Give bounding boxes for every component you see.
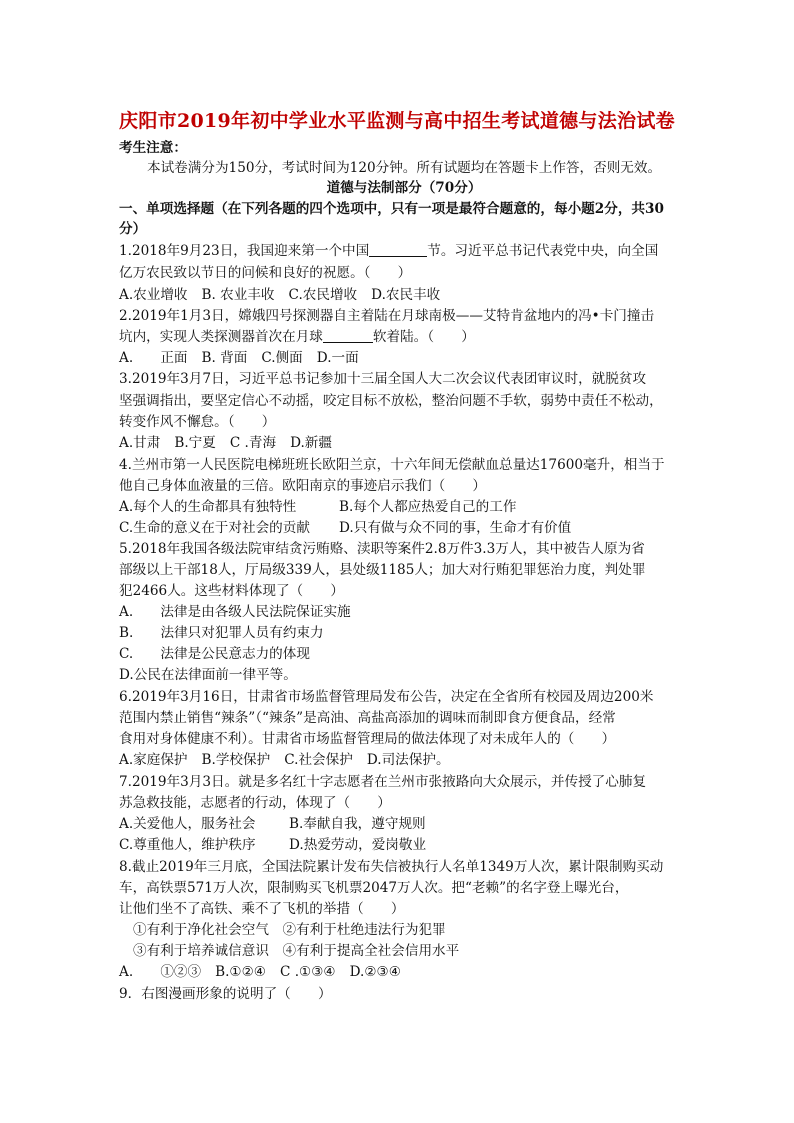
q6-option-a: A.家庭保护: [119, 752, 188, 768]
exam-title: 庆阳市2019年初中学业水平监测与高中招生考试道德与法治试卷: [119, 110, 675, 132]
q2-answer-blank: [323, 328, 373, 343]
q5-option-b: B. 法律只对犯罪人员有约束力: [119, 625, 324, 641]
q8-option-d: D.②③④: [349, 964, 401, 980]
q7-option-d: D.热爱劳动，爱岗敬业: [289, 837, 427, 853]
notice-heading: 考生注意：: [119, 140, 187, 156]
q4-options-row1: [119, 497, 689, 517]
q3-line1: 3.2019年3月7日，习近平总书记参加十三届全国人大二次会议代表团审议时，就脱贫攻: [119, 371, 647, 387]
q1-line1: [119, 241, 689, 261]
q7-option-a: A.关爱他人，服务社会: [119, 816, 256, 832]
q8-line3: 让他们坐不了高铁、乘不了飞机的举措（ ）: [119, 901, 405, 917]
q4-line1: 4.兰州市第一人民医院电梯班班长欧阳兰京，十六年间无偿献血总量达17600毫升，相当于: [119, 457, 665, 473]
q9-line1: 9．右图漫画形象的说明了（ ）: [119, 986, 332, 1002]
q7-line1: 7.2019年3月3日。就是多名红十字志愿者在兰州市张掖路向大众展示，并传授了心肺复: [119, 774, 647, 790]
q3-option-c: C .青海: [229, 435, 277, 451]
q4-option-b: B.每个人都应热爱自己的工作: [339, 499, 517, 515]
q7-option-b: B.奉献自我，遵守规则: [289, 816, 426, 832]
q6-line2: 范围内禁止销售“辣条”（“辣条”是高油、高盐高添加的调味而制即食方便食品，经常: [119, 710, 616, 726]
q6-option-c: C.社会保护: [284, 752, 353, 768]
q6-options: [119, 750, 689, 770]
q7-line2: 苏急救技能，志愿者的行动，体现了（ ）: [119, 795, 391, 811]
q8-line2: 车，高铁票571万人次，限制购买飞机票2047万人次。把“老赖”的名字登上曝光台，: [119, 880, 629, 896]
q2-option-c: C.侧面: [261, 350, 303, 366]
q5-option-c: C. 法律是公民意志力的体现: [119, 646, 310, 662]
q1-options: [119, 285, 689, 305]
q3-option-b: B.宁夏: [174, 435, 216, 451]
q1-option-b: B. 农业丰收: [201, 287, 275, 303]
q2-line2: [119, 327, 689, 347]
q5-line3: 犯2466人。这些材料体现了（ ）: [119, 583, 344, 599]
q8-options: [119, 962, 689, 982]
q4-options-row2: [119, 518, 689, 538]
q6-line1: 6.2019年3月16日，甘肃省市场监督管理局发布公告，决定在全省所有校园及周边200米: [119, 689, 654, 705]
q2-option-a: A. 正面: [119, 350, 188, 366]
q1-answer-blank: [369, 242, 427, 257]
q1-option-c: C.农民增收: [288, 287, 358, 303]
q5-option-a: A. 法律是由各级人民法院保证实施: [119, 604, 351, 620]
q1-option-a: A.农业增收: [119, 287, 188, 303]
section-heading-line1: 一、单项选择题（在下列各题的四个选项中，只有一项是最符合题意的，每小题2分，共30: [119, 201, 664, 217]
notice-text: 本试卷满分为150分，考试时间为120分钟。所有试题均在答题卡上作答，否则无效。: [147, 160, 662, 176]
q8-option-b: B.①②④: [215, 964, 266, 980]
q4-option-a: A.每个人的生命都具有独特性: [119, 499, 297, 515]
part-heading: 道德与法制部分（70分）: [326, 180, 482, 196]
q3-line2: 坚强调指出，要坚定信心不动摇，咬定目标不放松，整治问题不手软，弱势中责任不松动，: [119, 393, 663, 409]
q2-option-d: D.一面: [316, 350, 359, 366]
q1-option-d: D.农民丰收: [371, 287, 441, 303]
q5-line1: 5.2018年我国各级法院审结贪污贿赂、渎职等案件2.8万件3.3万人，其中被告人原为省: [119, 541, 645, 557]
q6-option-d: D.司法保护。: [366, 752, 450, 768]
q8-statements-row1: ①有利于净化社会空气 ②有利于杜绝违法行为犯罪: [133, 922, 446, 938]
q8-option-c: C .①③④: [279, 964, 336, 980]
q2-text-b: 软着陆。（ ）: [372, 329, 475, 345]
q7-options-row1: [119, 814, 689, 834]
q8-option-a: A. ①②③: [119, 964, 202, 980]
q2-options: [119, 348, 689, 368]
q1-line2: 亿万农民致以节日的问候和良好的祝愿。（ ）: [119, 265, 412, 281]
q2-line1: 2.2019年1月3日，嫦娥四号探测器自主着陆在月球南极——艾特肯盆地内的冯•卡门撞击: [119, 308, 655, 324]
q5-option-d: D.公民在法律面前一律平等。: [119, 667, 297, 683]
q7-options-row2: [119, 835, 689, 855]
q6-option-b: B.学校保护: [201, 752, 271, 768]
q8-statements-row2: ③有利于培养诚信意识 ④有利于提高全社会信用水平: [133, 943, 460, 959]
q7-option-c: C.尊重他人，维护秩序: [119, 837, 256, 853]
q3-option-d: D.新疆: [290, 435, 332, 451]
q1-text-a: 1.2018年9月23日，我国迎来第一个中国: [119, 243, 370, 259]
q1-text-b: 节。习近平总书记代表党中央，向全国: [427, 243, 659, 259]
q4-option-d: D.只有做与众不同的事，生命才有价值: [339, 520, 572, 536]
q5-line2: 部级以上干部18人，厅局级339人，县处级1185人；加大对行贿犯罪惩治力度，判处罪: [119, 562, 646, 578]
q4-line2: 他自己身体血液量的三倍。欧阳南京的事迹启示我们（ ）: [119, 478, 487, 494]
q8-line1: 8.截止2019年三月底，全国法院累计发布失信被执行人名单1349万人次，累计限制购买动: [119, 859, 664, 875]
q3-line3: 转变作风不懈怠。（ ）: [119, 414, 276, 430]
q2-text-a: 坑内，实现人类探测器首次在月球: [119, 329, 323, 345]
q3-options: [119, 433, 689, 453]
q2-option-b: B. 背面: [201, 350, 248, 366]
q6-line3: 食用对身体健康不利）。甘肃省市场监督管理局的做法体现了对未成年人的（ ）: [119, 731, 616, 747]
section-heading-line2: 分）: [119, 221, 147, 237]
q4-option-c: C.生命的意义在于对社会的贡献: [119, 520, 310, 536]
q3-option-a: A.甘肃: [119, 435, 161, 451]
